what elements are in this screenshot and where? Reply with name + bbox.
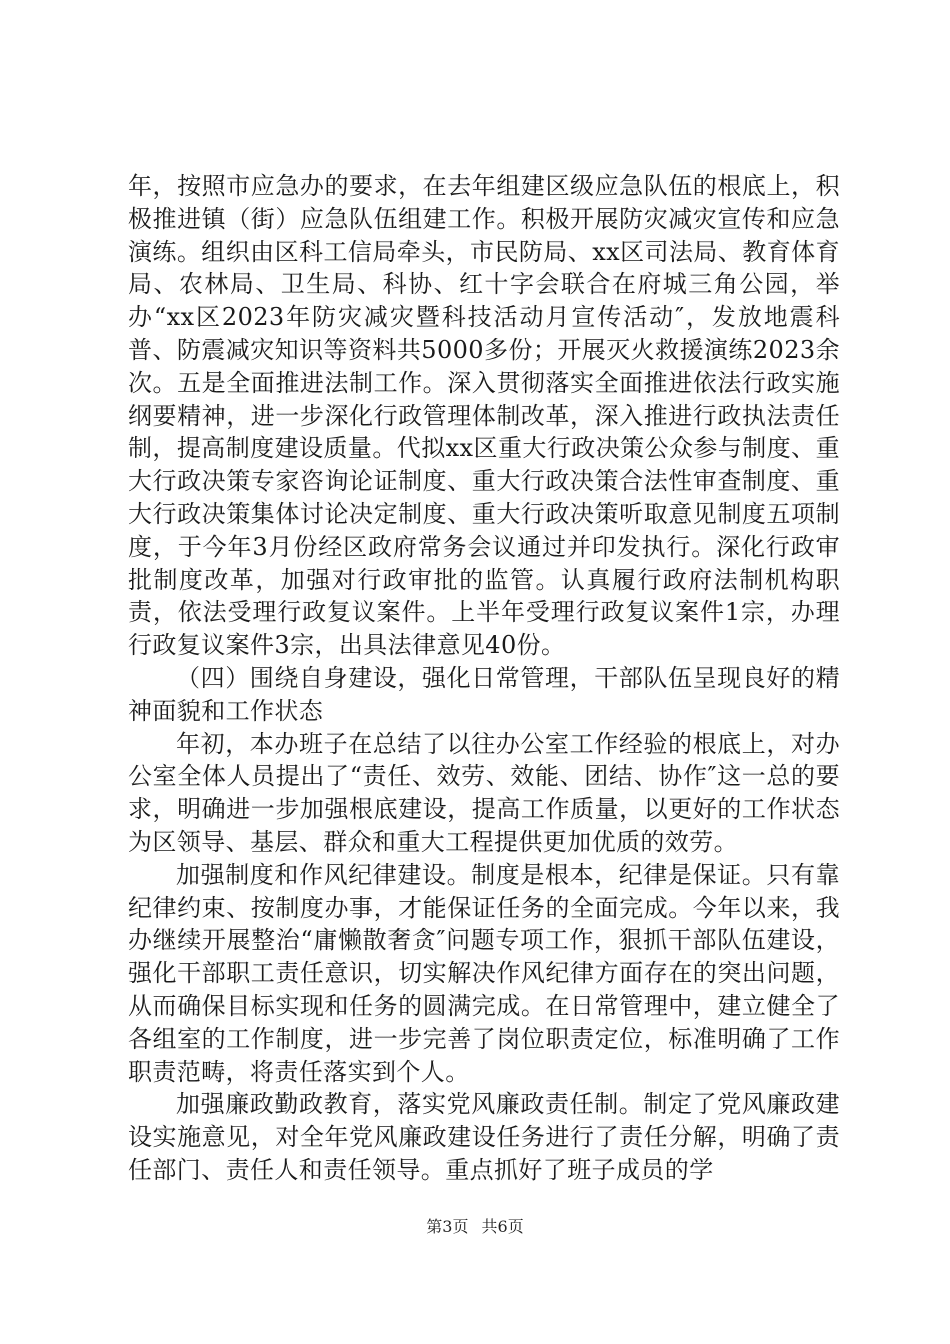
- section-heading-four: （四）围绕自身建设，强化日常管理，干部队伍呈现良好的精神面貌和工作状态: [128, 663, 840, 725]
- paragraph-integrity: 加强廉政勤政教育，落实党风廉政责任制。制定了党风廉政建设实施意见，对全年党风廉政建设任务进行了责任分解，明确了责任部门、责任人和责任领导。重点抓好了班子成员的学: [128, 1090, 840, 1184]
- page-footer: [0, 1214, 950, 1237]
- page-number: 第3页: [426, 1217, 469, 1236]
- document-body: [128, 170, 840, 1187]
- paragraph-continuation: 年，按照市应急办的要求，在去年组建区级应急队伍的根底上，积极推进镇（街）应急队伍组建工作。积极开展防灾减灾宣传和应急演练。组织由区科工信局牵头，市民防局、xx区司法局、教育体育局、农林局、卫生局、科协、红十字会联合在府城三角公园，举办“xx区2023年防灾减灾暨科技活动月宣传活动″，发放地震科普、防震减灾知识等资料共5000多份；开展灭火救援演练2023余次。五是全面推进法制工作。深入贯彻落实全面推进依法行政实施纲要精神，进一步深化行政管理体制改革，深入推进行政执法责任制，提高制度建设质量。代拟xx区重大行政决策公众参与制度、重大行政决策专家咨询论证制度、重大行政决策合法性审查制度、重大行政决策集体讨论决定制度、重大行政决策听取意见制度五项制度，于今年3月份经区政府常务会议通过并印发执行。深化行政审批制度改革，加强对行政审批的监管。认真履行政府法制机构职责，依法受理行政复议案件。上半年受理行政复议案件1宗，办理行政复议案件3宗，出具法律意见40份。: [128, 172, 840, 660]
- page-total: 共6页: [481, 1217, 524, 1236]
- paragraph-discipline: 加强制度和作风纪律建设。制度是根本，纪律是保证。只有靠纪律约束、按制度办事，才能保证任务的全面完成。今年以来，我办继续开展整治“庸懒散奢贪″问题专项工作，狠抓干部队伍建设，强化干部职工责任意识，切实解决作风纪律方面存在的突出问题，从而确保目标实现和任务的圆满完成。在日常管理中，建立健全了各组室的工作制度，进一步完善了岗位职责定位，标准明确了工作职责范畴，将责任落实到个人。: [128, 860, 840, 1086]
- paragraph-requirements: 年初，本办班子在总结了以往办公室工作经验的根底上，对办公室全体人员提出了“责任、效劳、效能、团结、协作″这一总的要求，明确进一步加强根底建设，提高工作质量，以更好的工作状态为区领导、基层、群众和重大工程提供更加优质的效劳。: [128, 729, 840, 856]
